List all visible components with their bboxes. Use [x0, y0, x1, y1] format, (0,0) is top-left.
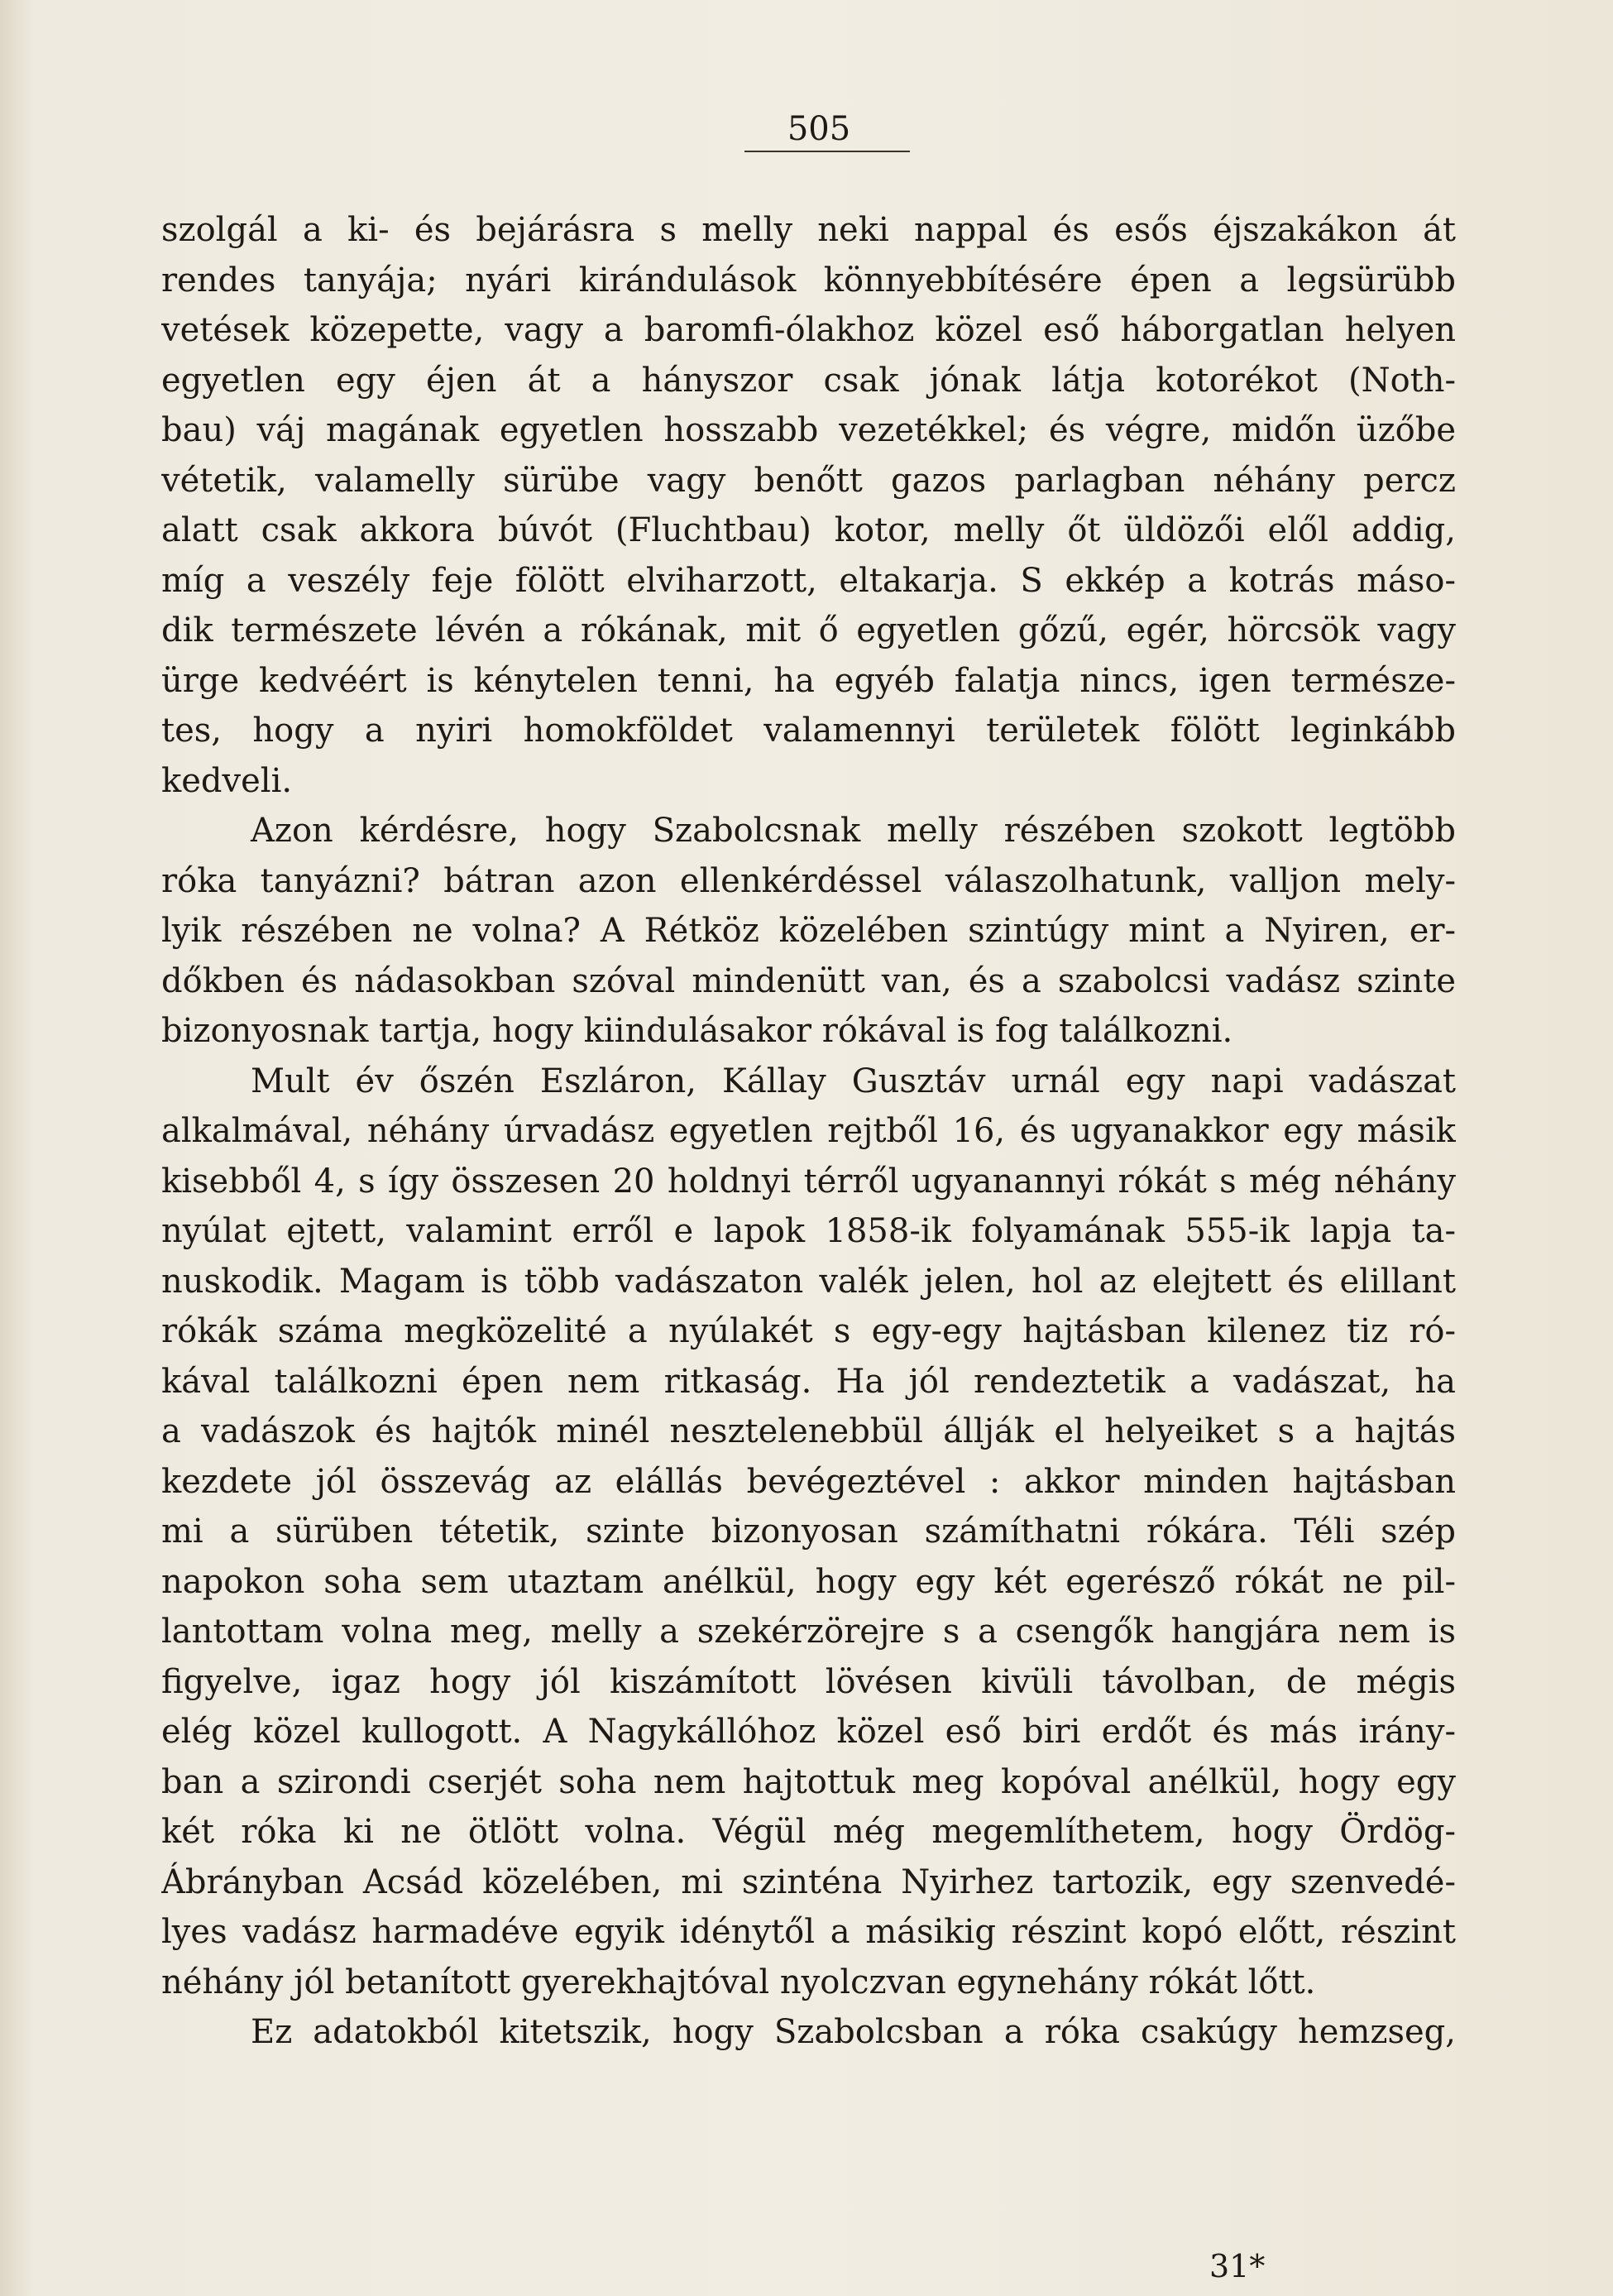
text-line: két róka ki ne ötlött volna. Végül még megemlíthetem, hogy Ördög- — [161, 1813, 1456, 1851]
text-line: bau) váj magának egyetlen hosszabb vezetékkel; és végre, midőn üzőbe — [161, 411, 1456, 449]
text-line: kisebből 4, s így összesen 20 holdnyi térről ugyanannyi rókát s még néhány — [161, 1162, 1456, 1201]
text-line: rendes tanyája; nyári kirándulások könnyebbítésére épen a legsürübb — [161, 261, 1456, 300]
text-line: dőkben és nádasokban szóval mindenütt van, és a szabolcsi vadász szinte — [161, 961, 1456, 1000]
text-line: egyetlen egy éjen át a hányszor csak jónak látja kotorékot (Noth- — [161, 361, 1456, 400]
printer-signature-mark: 31* — [1209, 2248, 1266, 2284]
text-line: lyes vadász harmadéve egyik idénytől a másikig részint kopó előtt, részint — [161, 1913, 1456, 1951]
text-line: rókák száma megközelité a nyúlakét s egy-egy hajtásban kilenez tiz ró- — [161, 1312, 1456, 1350]
text-line: nuskodik. Magam is több vadászaton valék jelen, hol az elejtett és elillant — [161, 1262, 1456, 1301]
text-line: kával találkozni épen nem ritkaság. Ha jól rendeztetik a vadászat, ha — [161, 1362, 1456, 1401]
text-line: néhány jól betanított gyerekhajtóval nyolczvan egynehány rókát lőtt. — [161, 1963, 1316, 2001]
text-line: lyik részében ne volna? A Rétköz közelében szintúgy mint a Nyiren, er- — [161, 912, 1456, 950]
text-line: alkalmával, néhány úrvadász egyetlen rejtből 16, és ugyanakkor egy másik — [161, 1112, 1456, 1150]
text-line: róka tanyázni? bátran azon ellenkérdéssel válaszolhatunk, valljon mely- — [161, 861, 1456, 900]
text-line: vetések közepette, vagy a baromfi-ólakhoz közel eső háborgatlan helyen — [161, 311, 1456, 349]
text-line: a vadászok és hajtók minél nesztelenebbül állják el helyeiket s a hajtás — [161, 1412, 1456, 1450]
text-line: figyelve, igaz hogy jól kiszámított lövésen kivüli távolban, de mégis — [161, 1662, 1456, 1701]
text-line: dik természete lévén a rókának, mit ő egyetlen gőzű, egér, hörcsök vagy — [161, 611, 1456, 649]
text-line: szolgál a ki- és bejárásra s melly neki nappal és esős éjszakákon át — [161, 211, 1456, 249]
text-line: ban a szirondi cserjét soha nem hajtottuk meg kopóval anélkül, hogy egy — [161, 1762, 1456, 1801]
paragraph-start-line: Mult év őszén Eszláron, Kállay Gusztáv urnál egy napi vadászat — [251, 1062, 1456, 1100]
text-line: nyúlat ejtett, valamint erről e lapok 1858-ik folyamának 555-ik lapja ta- — [161, 1212, 1456, 1250]
text-line: lantottam volna meg, melly a szekérzörejre s a csengők hangjára nem is — [161, 1613, 1456, 1651]
text-line: tes, hogy a nyiri homokföldet valamennyi területek fölött leginkább — [161, 712, 1456, 750]
page-number: 505 — [787, 110, 851, 148]
body-text — [161, 205, 1456, 2058]
text-line: Ábrányban Acsád közelében, mi szinténa Nyirhez tartozik, egy szenvedé- — [161, 1862, 1456, 1901]
page-number-rule — [744, 151, 910, 152]
text-line: bizonyosnak tartja, hogy kiindulásakor rókával is fog találkozni. — [161, 1012, 1233, 1050]
text-line: míg a veszély feje fölött elviharzott, eltakarja. S ekkép a kotrás máso- — [161, 561, 1456, 600]
text-line: ürge kedvéért is kénytelen tenni, ha egyéb falatja nincs, igen természe- — [161, 661, 1456, 700]
text-line: alatt csak akkora búvót (Fluchtbau) kotor, melly őt üldözői elől addig, — [161, 511, 1456, 549]
text-line: napokon soha sem utaztam anélkül, hogy egy két egerésző rókát ne pil- — [161, 1562, 1456, 1601]
paragraph-start-line: Ez adatokból kitetszik, hogy Szabolcsban a róka csakúgy hemzseg, — [251, 2013, 1456, 2051]
text-line: elég közel kullogott. A Nagykállóhoz közel eső biri erdőt és más irány- — [161, 1713, 1456, 1751]
paragraph-start-line: Azon kérdésre, hogy Szabolcsnak melly részében szokott legtöbb — [251, 812, 1456, 850]
text-line: kedveli. — [161, 761, 293, 800]
text-line: vétetik, valamelly sürübe vagy benőtt gazos parlagban néhány percz — [161, 461, 1456, 500]
text-line: kezdete jól összevág az elállás bevégeztével : akkor minden hajtásban — [161, 1462, 1456, 1501]
text-line: mi a sürüben tétetik, szinte bizonyosan számíthatni rókára. Téli szép — [161, 1512, 1456, 1551]
